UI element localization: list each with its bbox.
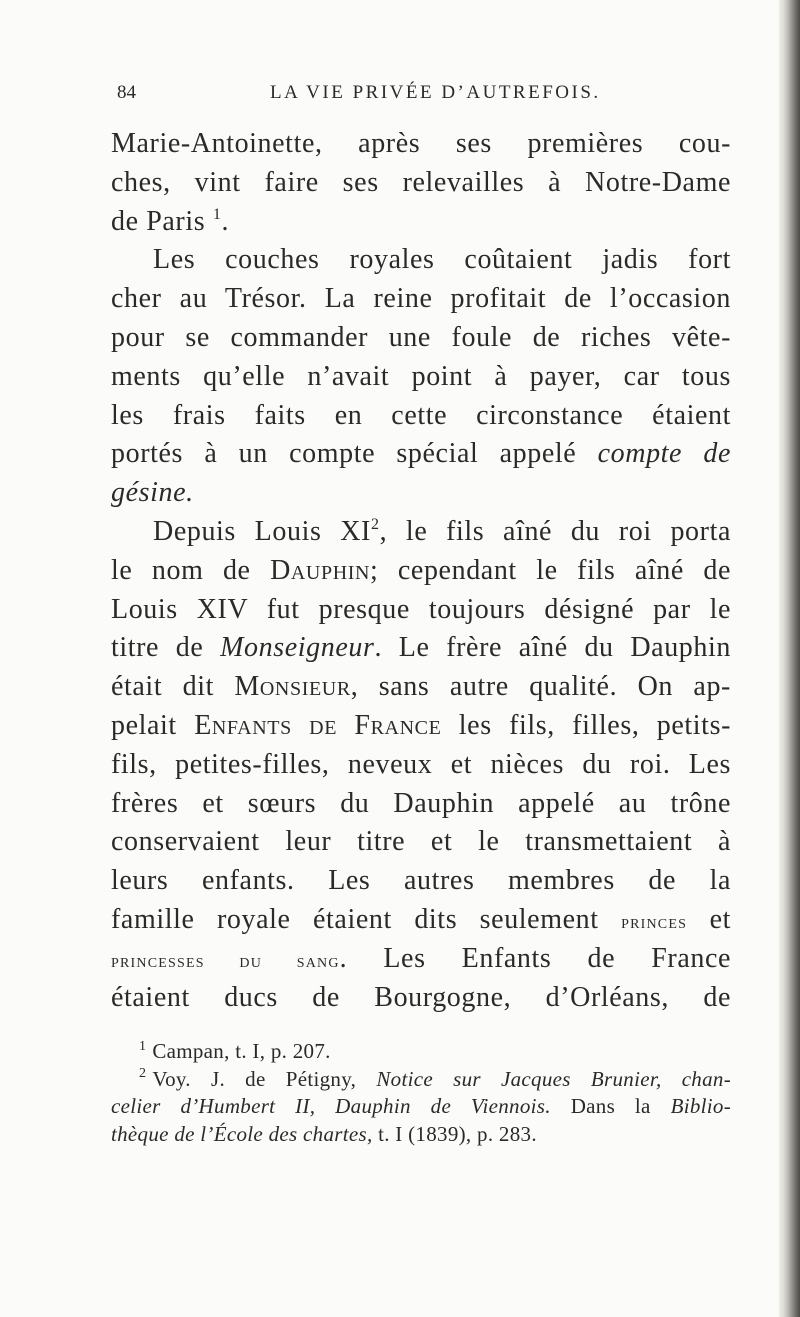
text-line: ches, vint faire ses relevailles à Notre-Dame bbox=[111, 166, 731, 198]
footnote-continuation: thèque de l’École des chartes, t. I (1839), p. 283. bbox=[111, 1121, 537, 1146]
text-line: de Paris $^1$. bbox=[111, 205, 230, 237]
text-line: conservaient leur titre et le transmettaient à bbox=[111, 826, 731, 858]
text-line: étaient ducs de Bourgogne, d’Orléans, de bbox=[111, 981, 731, 1013]
footnote-mark: 2 bbox=[139, 1066, 147, 1082]
text-line: famille royale étaient dits seulement princes et bbox=[111, 903, 731, 935]
running-head: LA VIE PRIVÉE D’AUTREFOIS. bbox=[270, 82, 601, 103]
book-gutter bbox=[782, 0, 800, 1317]
footnote: $^2$ Voy. J. de Pétigny, Notice sur Jacques Brunier, chan- bbox=[139, 1066, 732, 1091]
text-line: le nom de Dauphin; cependant le fils aîné de bbox=[111, 554, 731, 586]
page-number: 84 bbox=[117, 82, 136, 103]
text-line: pour se commander une foule de riches vête- bbox=[111, 321, 731, 353]
footnotes bbox=[111, 1038, 731, 1148]
text-line: Les couches royales coûtaient jadis fort bbox=[153, 244, 731, 276]
text-line: titre de Monseigneur. Le frère aîné du Dauphin bbox=[111, 632, 731, 664]
text-line: cher au Trésor. La reine profitait de l’occasion bbox=[111, 283, 731, 315]
text-line: gésine. bbox=[111, 477, 194, 509]
footnote-ref[interactable]: 1 bbox=[212, 205, 222, 223]
footnote-continuation: celier d’Humbert II, Dauphin de Viennois. Dans la Biblio- bbox=[111, 1094, 731, 1118]
text-line: fils, petites-filles, neveux et nièces du roi. Les bbox=[111, 748, 731, 780]
text-line: pelait Enfants de France les fils, filles, petits- bbox=[111, 709, 731, 741]
text-line: Marie-Antoinette, après ses premières cou- bbox=[111, 128, 731, 159]
text-line: leurs enfants. Les autres membres de la bbox=[111, 865, 731, 897]
text-line: les frais faits en cette circonstance étaient bbox=[111, 399, 731, 431]
text-line: était dit Monsieur, sans autre qualité. On ap- bbox=[111, 671, 731, 703]
footnote: $^1$ Campan, t. I, p. 207. bbox=[139, 1038, 331, 1063]
footnote-mark: 1 bbox=[139, 1038, 147, 1054]
text-line: princesses du sang. Les Enfants de France bbox=[111, 942, 731, 974]
text-line: Louis XIV fut presque toujours désigné par le bbox=[111, 593, 731, 625]
text-line: frères et sœurs du Dauphin appelé au trône bbox=[111, 787, 731, 819]
text-line: ments qu’elle n’avait point à payer, car tous bbox=[111, 360, 731, 392]
text-line: portés à un compte spécial appelé compte de bbox=[111, 438, 731, 470]
footnote-ref[interactable]: 2 bbox=[370, 515, 380, 533]
text-line: Depuis Louis $XI^2$, le fils aîné du roi porta bbox=[153, 515, 731, 547]
body-text bbox=[111, 125, 731, 1017]
